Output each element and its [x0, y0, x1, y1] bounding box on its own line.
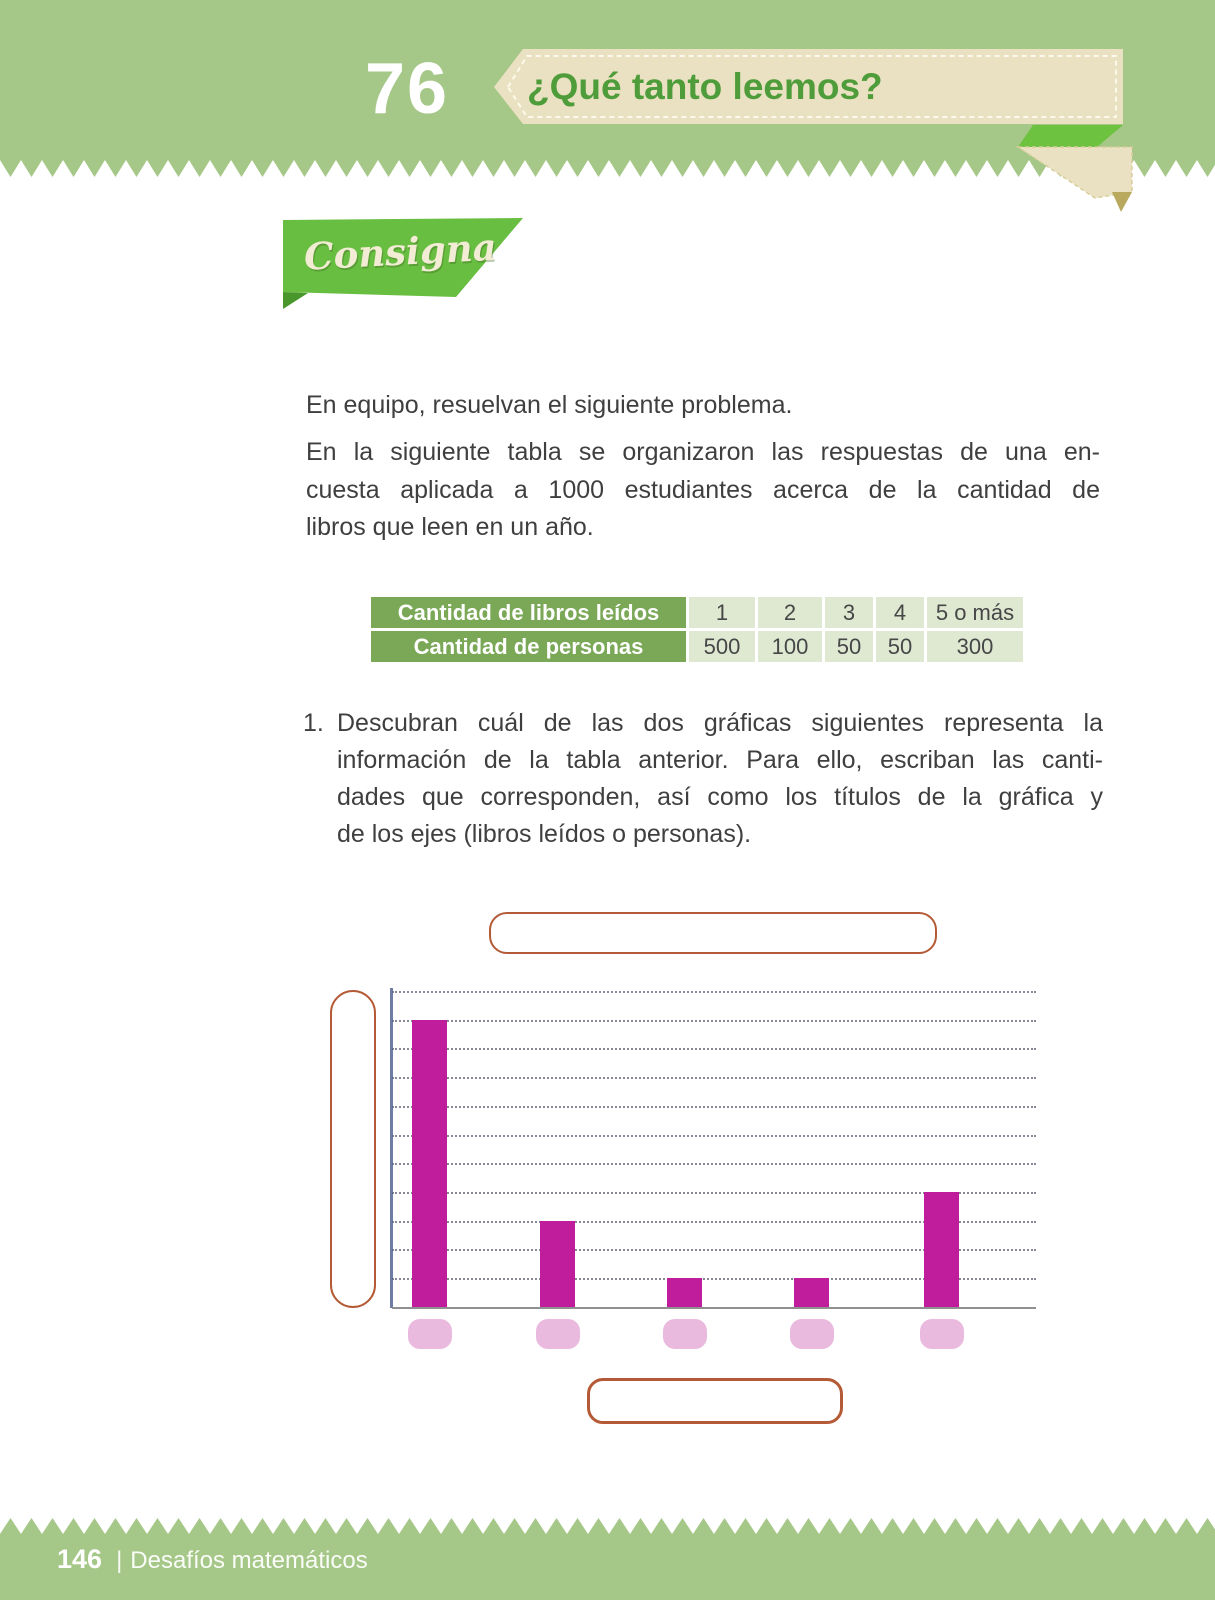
footer [57, 1544, 368, 1575]
category-label-box-3[interactable] [663, 1319, 707, 1349]
question-text [337, 705, 1103, 853]
intro-paragraph-1: En equipo, resuelvan el siguiente problema. [306, 391, 793, 419]
question-1 [303, 705, 1103, 853]
table-row [371, 631, 1023, 662]
gridline [392, 1135, 1036, 1137]
consigna-ribbon [280, 212, 532, 314]
table-cell: 2 [758, 597, 822, 628]
table-cell: 1 [689, 597, 755, 628]
gridline [392, 1077, 1036, 1079]
lesson-number: 76 [364, 49, 450, 129]
gridline [392, 1020, 1036, 1022]
table-cell: 50 [825, 631, 873, 662]
bar-4-books [794, 1278, 829, 1307]
paragraph-line: cuesta aplicada a 1000 estudiantes acerca de la cantidad de [306, 475, 1100, 504]
table-row [371, 597, 1023, 628]
gridline [392, 1163, 1036, 1165]
question-line: información de la tabla anterior. Para ello, escriban las canti- [337, 746, 1103, 774]
table-cell: 50 [876, 631, 924, 662]
table-cell: 300 [927, 631, 1023, 662]
bar-2-books [540, 1221, 575, 1307]
y-axis-label-input-box[interactable] [330, 990, 376, 1308]
table-cell: 5 o más [927, 597, 1023, 628]
question-line: Descubran cuál de las dos gráficas siguientes representa la [337, 709, 1103, 737]
lesson-title: ¿Qué tanto leemos? [527, 66, 883, 107]
category-label-box-1[interactable] [408, 1319, 452, 1349]
table-cell: 4 [876, 597, 924, 628]
bar-5-or-more-books [924, 1192, 959, 1307]
survey-data-table [368, 594, 1026, 665]
bar-1-books [412, 1020, 447, 1307]
question-line: de los ejes (libros leídos o personas). [337, 820, 752, 848]
table-cell: 500 [689, 631, 755, 662]
chart-title-input-box[interactable] [489, 912, 937, 954]
category-label-box-5[interactable] [920, 1319, 964, 1349]
gridline [392, 1106, 1036, 1108]
table-cell: 3 [825, 597, 873, 628]
footer-zigzag-edge [0, 1518, 1215, 1534]
bar-3-books [667, 1278, 702, 1307]
paragraph-line: libros que leen en un año. [306, 513, 594, 541]
category-label-box-2[interactable] [536, 1319, 580, 1349]
x-axis-label-input-box[interactable] [587, 1378, 843, 1424]
intro-paragraph-2 [306, 434, 1100, 547]
gridline [392, 991, 1036, 993]
row-header-people: Cantidad de personas [371, 631, 686, 662]
page-number: 146 [57, 1544, 103, 1574]
lesson-title-banner [455, 48, 1127, 126]
question-number: 1. [303, 709, 324, 737]
table-cell: 100 [758, 631, 822, 662]
banner-fold-decoration [1010, 124, 1140, 216]
plot-area [392, 991, 1036, 1309]
consigna-label: Consigna [302, 224, 498, 279]
question-line: dades que corresponden, así como los títulos de la gráfica y [337, 783, 1103, 811]
paragraph-line: En la siguiente tabla se organizaron las respuestas de una en- [306, 438, 1100, 466]
gridline [392, 1048, 1036, 1050]
book-title: Desafíos matemáticos [130, 1547, 368, 1574]
row-header-books: Cantidad de libros leídos [371, 597, 686, 628]
category-label-box-4[interactable] [790, 1319, 834, 1349]
footer-separator: | [116, 1547, 123, 1574]
